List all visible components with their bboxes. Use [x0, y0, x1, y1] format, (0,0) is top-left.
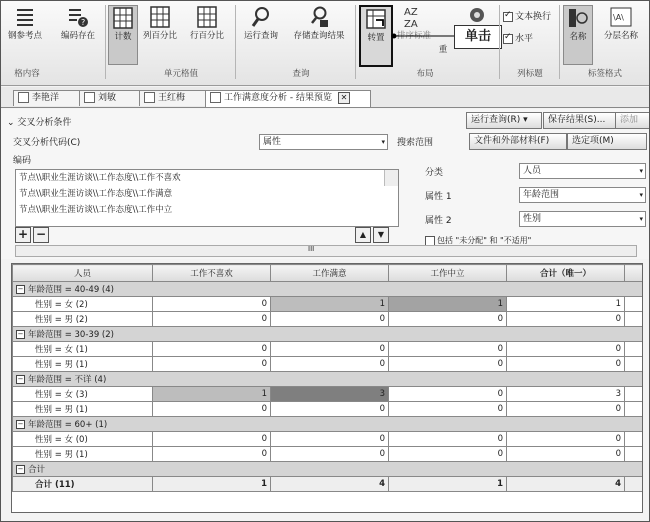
table-row[interactable] [13, 312, 643, 327]
attribute-2-select[interactable]: 性别 ▾ [519, 211, 646, 227]
group-label-cell: 单元格值 [163, 69, 198, 79]
transpose-button[interactable]: 转置 [359, 5, 393, 67]
collapse-toggle-icon[interactable]: − [17, 465, 24, 473]
row-label: 性别 = 男 (1) [13, 402, 153, 417]
column-header[interactable]: 合计（唯一） [507, 265, 625, 282]
group-row[interactable] [13, 282, 643, 297]
value-cell[interactable]: 0 [153, 297, 271, 312]
table-row[interactable] [13, 447, 643, 462]
add-node-icon[interactable]: + [15, 227, 31, 243]
column-header[interactable]: 工作中立 [389, 265, 507, 282]
row-percent-button[interactable]: 行百分比 [185, 5, 229, 41]
group-label: 年龄范围 = 40-49 (4) [28, 285, 114, 295]
value-cell[interactable]: 0 [389, 342, 507, 357]
ribbon [1, 1, 649, 86]
results-table [12, 264, 643, 492]
group-label: 年龄范围 = 60+ (1) [28, 420, 108, 430]
attribute-1-label: 属性 1 [425, 192, 452, 202]
move-up-icon[interactable]: ▲ [355, 227, 371, 243]
grid-icon [196, 5, 218, 29]
row-label: 性别 = 女 (2) [13, 297, 153, 312]
value-cell[interactable]: 1 [153, 477, 271, 492]
header-row [13, 265, 643, 282]
column-header[interactable]: 工作满意 [271, 265, 389, 282]
group-label: 合计 [28, 465, 46, 475]
svg-text:?: ? [81, 18, 86, 27]
table-row[interactable] [13, 357, 643, 372]
row-spacer [625, 477, 643, 492]
hierarchical-name-button[interactable]: \A\ 分层名称 [594, 5, 648, 41]
ribbon-separator [355, 5, 356, 79]
value-cell[interactable]: 1 [271, 297, 389, 312]
tab-person-3[interactable]: 王红梅 [139, 90, 211, 106]
files-external-button[interactable]: 文件和外部材料(F) [469, 133, 567, 150]
collapse-toggle-icon[interactable]: − [17, 375, 24, 383]
value-cell[interactable]: 0 [271, 312, 389, 327]
callout-line [390, 31, 456, 41]
value-cell[interactable]: 0 [153, 357, 271, 372]
ref-points-button[interactable]: 钢参考点 [3, 5, 47, 41]
table-row[interactable] [13, 477, 643, 492]
sort-button[interactable]: AZ ZA 排序标准 [396, 7, 431, 41]
value-cell[interactable]: 0 [153, 402, 271, 417]
horizontal-checkbox[interactable]: ✓水平 [503, 31, 533, 44]
collapse-icon: ⌄ [7, 118, 15, 128]
grid-icon [149, 5, 171, 29]
column-header[interactable]: 工作不喜欢 [153, 265, 271, 282]
checkbox-checked [503, 34, 513, 44]
svg-text:AZ: AZ [404, 7, 418, 18]
attribute-1-select[interactable]: 年龄范围 ▾ [519, 187, 646, 203]
close-icon[interactable]: ✕ [338, 92, 350, 104]
list-item[interactable]: 节点\\职业生涯访谈\\工作态度\\工作不喜欢 [19, 173, 181, 183]
table-row[interactable] [13, 402, 643, 417]
value-cell[interactable]: 0 [507, 357, 625, 372]
name-label-icon [567, 6, 589, 30]
category-label: 分类 [425, 168, 444, 178]
group-cell [13, 417, 643, 432]
count-button[interactable]: 计数 [108, 5, 138, 65]
group-cell [13, 282, 643, 297]
column-percent-button[interactable]: 列百分比 [138, 5, 182, 41]
tab-analysis-preview[interactable]: 工作满意度分析 - 结果预览 ✕ [205, 90, 371, 107]
add-button[interactable]: 添加 [615, 112, 650, 129]
dropdown-arrow-icon: ▾ [639, 167, 643, 175]
value-cell[interactable]: 0 [271, 357, 389, 372]
value-cell[interactable]: 0 [153, 312, 271, 327]
ribbon-separator [105, 5, 106, 79]
value-cell[interactable]: 1 [389, 477, 507, 492]
ribbon-separator [559, 5, 560, 79]
click-callout: 单击 [454, 25, 502, 49]
code-select[interactable]: 属性 ▾ [259, 134, 388, 150]
hierarchical-label-icon [610, 5, 632, 29]
group-label: 年龄范围 = 不详 (4) [28, 375, 107, 385]
row-spacer [625, 432, 643, 447]
row-label: 性别 = 男 (1) [13, 357, 153, 372]
column-header[interactable]: 人员 [13, 265, 153, 282]
value-cell[interactable]: 1 [507, 297, 625, 312]
row-spacer [625, 342, 643, 357]
document-icon [18, 92, 29, 103]
node-list[interactable] [15, 169, 399, 227]
svg-text:\A\: \A\ [613, 13, 624, 22]
value-cell[interactable]: 0 [153, 447, 271, 462]
value-cell[interactable]: 0 [507, 342, 625, 357]
value-cell[interactable]: 0 [271, 342, 389, 357]
value-cell[interactable]: 0 [389, 387, 507, 402]
group-label-col-header: 列标题 [517, 69, 543, 79]
collapse-toggle-icon[interactable]: − [17, 420, 24, 428]
row-label: 性别 = 男 (2) [13, 312, 153, 327]
collapse-toggle-icon[interactable]: − [17, 330, 24, 338]
group-label-label-format: 标签格式 [587, 69, 622, 79]
row-label: 性别 = 男 (1) [13, 447, 153, 462]
ribbon-separator [499, 5, 500, 79]
value-cell[interactable]: 0 [389, 402, 507, 417]
group-row[interactable] [13, 462, 643, 477]
run-query-dropdown[interactable]: 运行查询(R) ▾ [466, 112, 542, 129]
group-row[interactable] [13, 417, 643, 432]
list-item[interactable]: 节点\\职业生涯访谈\\工作态度\\工作中立 [19, 205, 173, 215]
group-cell [13, 327, 643, 342]
row-spacer [625, 447, 643, 462]
dropdown-arrow-icon: ▾ [381, 138, 385, 146]
list-item[interactable]: 节点\\职业生涯访谈\\工作态度\\工作满意 [19, 189, 173, 199]
row-label: 合计 (11) [13, 477, 153, 492]
value-cell[interactable]: 0 [507, 312, 625, 327]
select-items-button[interactable]: 选定项(M) [567, 133, 647, 150]
move-down-icon[interactable]: ▼ [373, 227, 389, 243]
magnifier-icon [250, 5, 272, 29]
magnifier-save-icon [308, 5, 330, 29]
save-as-node-button[interactable]: ? 编码存在 [53, 5, 103, 41]
row-spacer [625, 357, 643, 372]
group-row[interactable] [13, 327, 643, 342]
document-icon [84, 92, 95, 103]
query-panel [1, 109, 649, 259]
value-cell[interactable]: 3 [507, 387, 625, 402]
dropdown-arrow-icon: ▾ [639, 191, 643, 199]
value-cell[interactable]: 3 [271, 387, 389, 402]
gear-icon [457, 5, 497, 25]
value-cell[interactable]: 1 [389, 297, 507, 312]
group-label-content: 格内容 [14, 69, 40, 79]
svg-text:ZA: ZA [404, 19, 418, 29]
code-label: 交叉分析代码(C) [13, 138, 81, 148]
group-label-layout: 布局 [416, 69, 434, 79]
include-unassigned-checkbox[interactable]: 包括 "未分配" 和 "不适用" [425, 235, 531, 246]
search-scope-label: 搜索范围 [397, 138, 434, 148]
tab-person-2[interactable]: 刘敏 [79, 90, 145, 106]
checkbox-unchecked [425, 236, 435, 246]
value-cell[interactable]: 0 [389, 357, 507, 372]
row-spacer [625, 297, 643, 312]
value-cell[interactable]: 0 [153, 342, 271, 357]
table-row[interactable] [13, 432, 643, 447]
results-grid [11, 263, 643, 513]
value-cell[interactable]: 0 [271, 432, 389, 447]
table-row[interactable] [13, 297, 643, 312]
value-cell[interactable]: 0 [507, 447, 625, 462]
horizontal-scrollbar[interactable]: III [15, 245, 637, 257]
category-select[interactable]: 人员 ▾ [519, 163, 646, 179]
list-icon [14, 5, 36, 29]
row-spacer [625, 387, 643, 402]
document-icon [144, 92, 155, 103]
table-row[interactable] [13, 342, 643, 357]
save-query-result-button[interactable]: 存储查询结果 [287, 5, 351, 41]
name-label-button[interactable]: 名称 [563, 5, 593, 65]
row-label: 性别 = 女 (3) [13, 387, 153, 402]
row-label: 性别 = 女 (0) [13, 432, 153, 447]
dropdown-arrow-icon: ▾ [639, 215, 643, 223]
vertical-scrollbar[interactable] [384, 170, 398, 186]
document-tabs [1, 87, 649, 108]
coding-label: 编码 [13, 156, 32, 166]
table-icon [210, 92, 221, 103]
ribbon-separator [235, 5, 236, 79]
value-cell[interactable]: 0 [389, 432, 507, 447]
grid-body [13, 282, 643, 492]
value-cell[interactable]: 0 [153, 432, 271, 447]
value-cell[interactable]: 1 [153, 387, 271, 402]
weight-button[interactable]: 重 [438, 45, 448, 55]
remove-node-icon[interactable]: − [33, 227, 49, 243]
row-spacer [625, 402, 643, 417]
checkbox-checked [503, 12, 513, 22]
group-label: 年龄范围 = 30-39 (2) [28, 330, 114, 340]
text-wrap-checkbox[interactable]: ✓文本换行 [503, 9, 551, 22]
value-cell[interactable]: 4 [507, 477, 625, 492]
value-cell[interactable]: 0 [271, 447, 389, 462]
row-spacer [625, 312, 643, 327]
value-cell[interactable]: 4 [271, 477, 389, 492]
grid-icon [112, 6, 134, 30]
value-cell[interactable]: 0 [271, 402, 389, 417]
group-cell [13, 462, 643, 477]
group-cell [13, 372, 643, 387]
collapse-toggle-icon[interactable]: − [17, 285, 24, 293]
group-row[interactable] [13, 372, 643, 387]
table-row[interactable] [13, 387, 643, 402]
run-query-button[interactable]: 运行查询 [239, 5, 283, 41]
transpose-icon [365, 7, 387, 31]
group-label-query: 查询 [292, 69, 310, 79]
value-cell[interactable]: 0 [389, 447, 507, 462]
column-header-spacer [625, 265, 643, 282]
section-header[interactable]: ⌄ 交叉分析条件 [7, 118, 72, 128]
value-cell[interactable]: 0 [507, 402, 625, 417]
save-result-button[interactable]: 保存结果(S)... [543, 112, 621, 129]
tab-person-1[interactable]: 李艳洋 [13, 90, 85, 106]
attribute-2-label: 属性 2 [425, 216, 452, 226]
value-cell[interactable]: 0 [507, 432, 625, 447]
list-help-icon [67, 5, 89, 29]
value-cell[interactable]: 0 [389, 312, 507, 327]
row-label: 性别 = 女 (1) [13, 342, 153, 357]
sort-az-icon [403, 5, 425, 29]
